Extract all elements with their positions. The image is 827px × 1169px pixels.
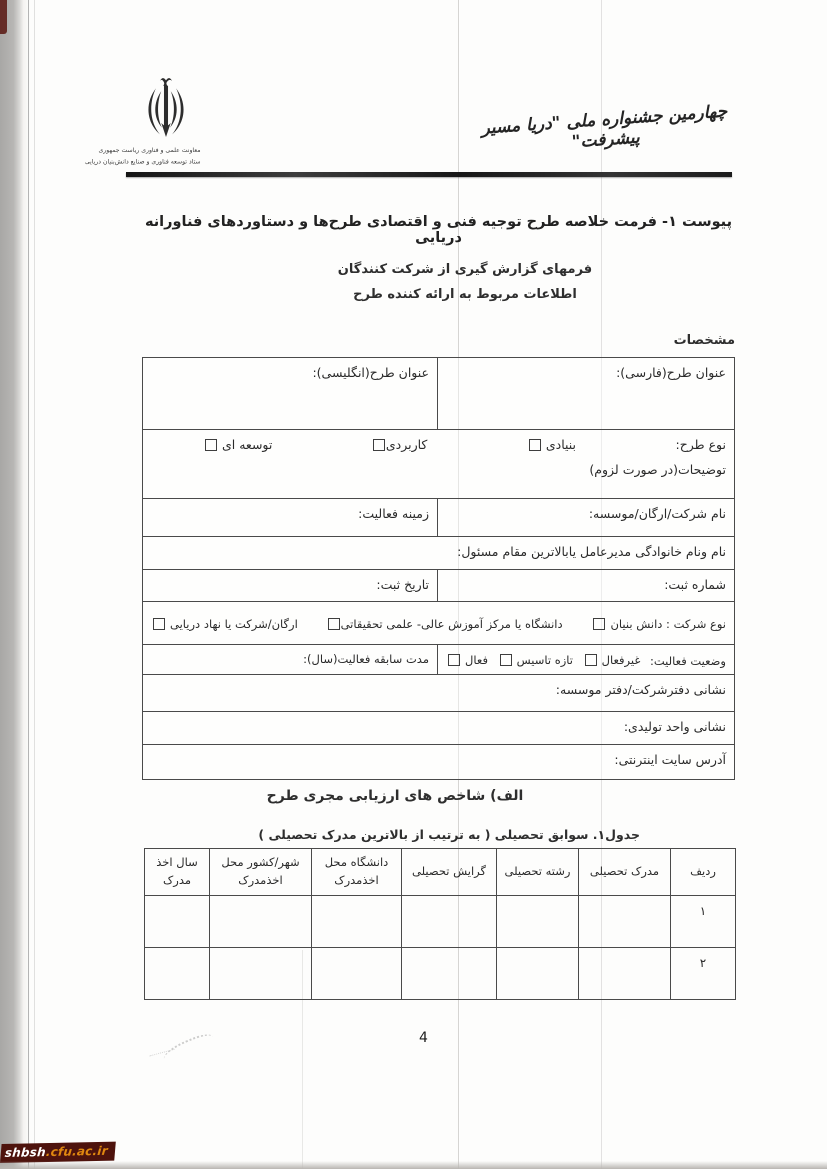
col-header-university: دانشگاه محل اخذمدرک (312, 849, 402, 896)
option-developmental-label: توسعه ای (222, 437, 273, 452)
header-logo-block (84, 74, 202, 168)
checkbox-fundamental[interactable] (529, 439, 541, 451)
iran-emblem-icon (139, 74, 193, 142)
col-header-degree: مدرک تحصیلی (579, 849, 671, 896)
specifications-label: مشخصات (673, 333, 735, 348)
option-applied-label: کاربردی (385, 437, 428, 452)
checkbox-newly-established[interactable] (500, 654, 512, 666)
option-active-label: فعال (465, 653, 488, 668)
row-ceo-name (143, 536, 734, 569)
empty-cell (402, 896, 497, 948)
col-header-city-country: شهر/کشور محل اخذمدرک (210, 849, 312, 896)
row-office-address (143, 674, 734, 711)
field-website-address: آدرس سایت اینترنتی: (614, 752, 726, 767)
field-activity-area: زمینه فعالیت: (143, 499, 438, 536)
empty-cell (312, 948, 402, 1000)
festival-calligraphy-title: چهارمین جشنواره ملی "دریا مسیر پیشرفت" (480, 101, 728, 153)
row-number-cell: ۲ (671, 948, 736, 1000)
type-note-label: توضیحات(در صورت لزوم) (589, 461, 726, 477)
specifications-form-table (142, 357, 735, 780)
checkbox-marine-org[interactable] (153, 618, 165, 630)
education-table-caption: جدول۱. سوابق تحصیلی ( به ترتیب از بالاترین مدرک تحصیلی ) (258, 827, 640, 842)
empty-cell (210, 948, 312, 1000)
row-website (143, 744, 734, 779)
education-table-row-2 (145, 948, 736, 1000)
field-activity-history: مدت سابقه فعالیت(سال): (143, 645, 438, 674)
empty-cell (497, 896, 579, 948)
appendix-title: پیوست ۱- فرمت خلاصه طرح توجیه فنی و اقتصادی طرح‌ها و دستاوردهای فناورانه دریایی (144, 214, 733, 246)
scan-corner-mark (0, 0, 7, 34)
empty-cell (497, 948, 579, 1000)
option-knowledge-based (591, 617, 726, 632)
empty-cell (145, 948, 210, 1000)
header-divider-rule (126, 172, 732, 177)
section-a-heading: الف) شاخص های ارزیابی مجری طرح (266, 788, 524, 804)
education-table-header-row (145, 849, 736, 896)
subtitle-presenter-info: اطلاعات مربوط به ارائه کننده طرح (353, 287, 577, 302)
row-activity-status (143, 644, 734, 674)
row-project-title (143, 358, 734, 429)
empty-cell (312, 896, 402, 948)
checkbox-active[interactable] (448, 654, 460, 666)
col-header-year: سال اخذ مدرک (145, 849, 210, 896)
option-fundamental-label: بنیادی (545, 437, 577, 452)
education-history-table (144, 848, 736, 1000)
option-active (446, 653, 488, 668)
checkbox-developmental[interactable] (205, 439, 217, 451)
field-production-address: نشانی واحد تولیدی: (623, 719, 726, 734)
checkbox-knowledge-based[interactable] (593, 618, 605, 630)
option-marine-org-label: ارگان/شرکت یا نهاد دریایی (170, 617, 298, 632)
page-number: 4 (419, 1030, 428, 1046)
option-newly-established-label: تازه تاسیس (516, 653, 573, 668)
project-type-options (151, 437, 726, 453)
option-university-label: دانشگاه یا مرکز آموزش عالی- علمی تحقیقاتی (340, 617, 563, 632)
activity-status-label: وضعیت فعالیت: (650, 653, 726, 668)
row-production-address (143, 711, 734, 744)
scan-bottom-edge (0, 1161, 827, 1169)
row-company-type (143, 601, 734, 644)
field-company-name: نام شرکت/ارگان/موسسه: (588, 506, 726, 521)
checkbox-inactive[interactable] (585, 654, 597, 666)
option-marine-org (151, 617, 298, 632)
empty-cell (210, 896, 312, 948)
field-office-address: نشانی دفترشرکت/دفتر موسسه: (555, 682, 726, 697)
field-registration-date: تاریخ ثبت: (143, 570, 438, 601)
option-inactive (583, 653, 641, 668)
col-header-field-of-study: رشته تحصیلی (497, 849, 579, 896)
field-title-persian: عنوان طرح(فارسی): (616, 365, 726, 380)
education-table-row-1 (145, 896, 736, 948)
empty-cell (579, 948, 671, 1000)
page-fold-line (28, 0, 29, 1169)
option-applied (372, 437, 428, 453)
field-ceo-name: نام ونام خانوادگی مدیرعامل یابالاترین مقام مسئول: (457, 544, 726, 559)
row-company-name (143, 498, 734, 536)
option-newly-established (498, 653, 573, 668)
project-type-label: نوع طرح: (675, 437, 726, 453)
watermark-badge (0, 1142, 116, 1163)
checkbox-university[interactable] (328, 618, 340, 630)
activity-status-options (438, 645, 734, 674)
watermark-suffix: .cfu.ac.ir (45, 1143, 109, 1160)
org-name-lines (84, 145, 201, 167)
field-title-english: عنوان طرح(انگلیسی): (143, 358, 438, 429)
option-inactive-label: غیرفعال (601, 653, 641, 668)
row-number-cell: ۱ (671, 896, 736, 948)
empty-cell (579, 896, 671, 948)
watermark-prefix: shbsh (4, 1145, 47, 1160)
empty-cell (402, 948, 497, 1000)
col-header-specialization: گرایش تحصیلی (402, 849, 497, 896)
org-name-line2: ستاد توسعه فناوری و صنایع دانش‌بنیان دریایی (84, 157, 201, 166)
scan-left-edge (0, 0, 30, 1169)
row-project-type (143, 429, 734, 498)
page-fold-line-2 (34, 0, 35, 1169)
option-fundamental (527, 437, 576, 453)
option-university (327, 617, 563, 632)
col-header-row-number: ردیف (671, 849, 736, 896)
field-registration-number: شماره ثبت: (664, 577, 726, 592)
org-name-line1: معاونت علمی و فناوری ریاست جمهوری (98, 146, 201, 155)
checkbox-applied[interactable] (373, 439, 385, 451)
option-developmental (203, 437, 272, 453)
company-type-label: نوع شرکت : دانش بنیان (610, 617, 726, 632)
row-registration (143, 569, 734, 601)
subtitle-report-forms: فرمهای گزارش گیری از شرکت کنندگان (337, 262, 593, 277)
empty-cell (145, 896, 210, 948)
